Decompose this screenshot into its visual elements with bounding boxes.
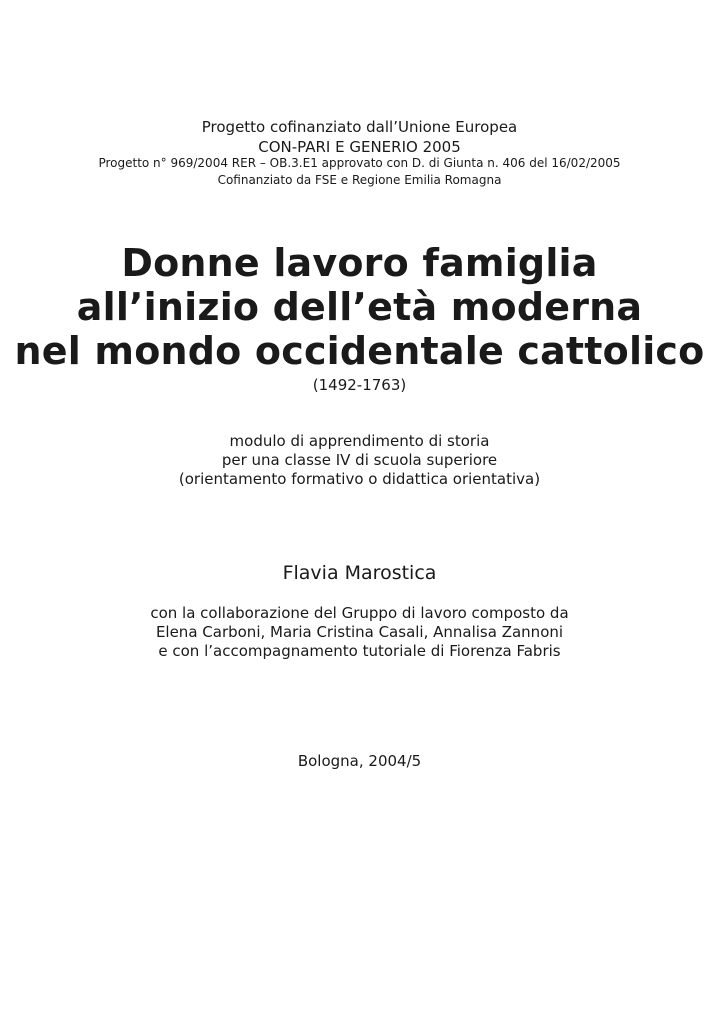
- place-and-year: Bologna, 2004/5: [297, 752, 422, 770]
- project-approval-line: Progetto n° 969/2004 RER – OB.3.E1 approvato con D. di Giunta n. 406 del 16/02/2005: [98, 156, 621, 170]
- document-title-line-2: all’inizio dell’età moderna: [76, 285, 643, 329]
- collaboration-line-1: con la collaborazione del Gruppo di lavoro composto da: [150, 604, 569, 622]
- cofinancing-line: Cofinanziato da FSE e Regione Emilia Romagna: [217, 173, 502, 187]
- author-name: Flavia Marostica: [282, 562, 437, 584]
- module-description-line-1: modulo di apprendimento di storia: [229, 432, 490, 450]
- project-name: CON-PARI E GENERIO 2005: [258, 138, 461, 156]
- date-range: (1492-1763): [312, 376, 407, 394]
- project-funding-line: Progetto cofinanziato dall’Unione Europea: [201, 118, 518, 136]
- collaboration-line-3: e con l’accompagnamento tutoriale di Fiorenza Fabris: [158, 642, 561, 660]
- module-description-line-2: per una classe IV di scuola superiore: [221, 451, 498, 469]
- document-title-line-1: Donne lavoro famiglia: [121, 241, 598, 285]
- document-title-line-3: nel mondo occidentale cattolico: [14, 329, 705, 373]
- collaboration-line-2: Elena Carboni, Maria Cristina Casali, Annalisa Zannoni: [155, 623, 564, 641]
- module-description-line-3: (orientamento formativo o didattica orientativa): [178, 470, 541, 488]
